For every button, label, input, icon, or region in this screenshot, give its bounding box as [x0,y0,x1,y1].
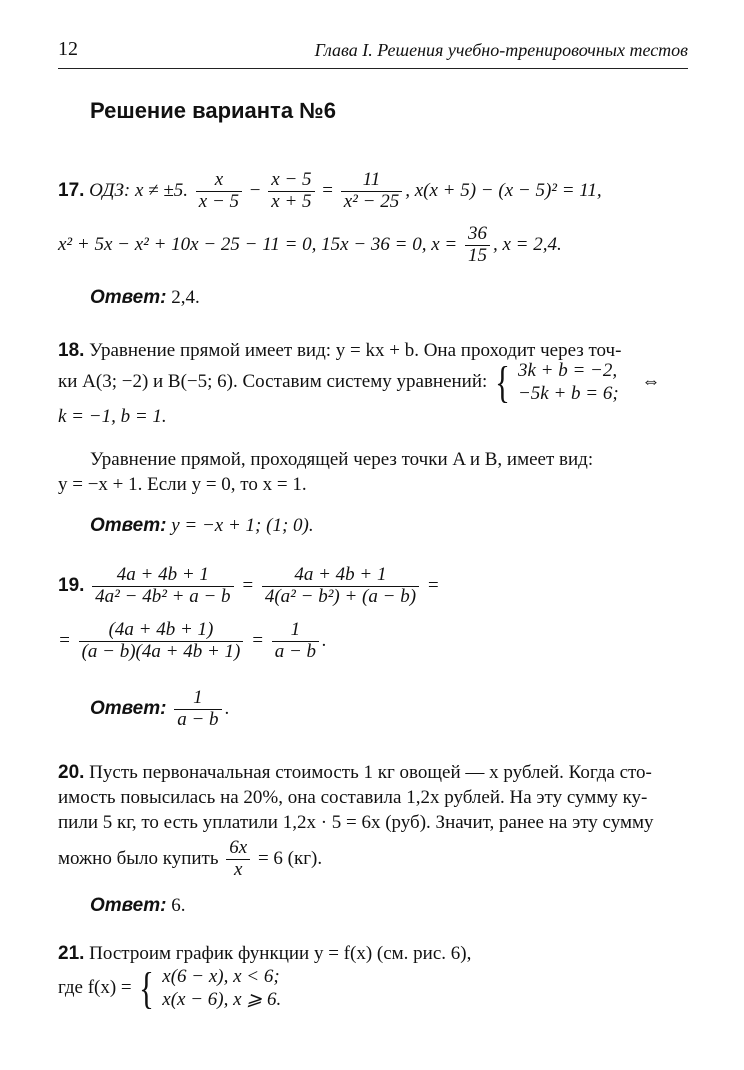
operator: = [58,629,71,651]
answer-label: Ответ: [90,515,167,536]
text-line: Пусть первоначальная стоимость 1 кг овощей — x рублей. Когда сто- [89,762,652,783]
answer-value: y = −x + 1; (1; 0). [171,515,314,536]
iff-symbol: ⇔ [641,371,661,393]
running-header [58,38,688,69]
problem-17-line-2 [58,224,562,267]
problem-19-line-2: = $\frac{(4a + 4b + 1)}{(a - b)(4a + 4b + 1)}$ = $\frac{1}{a - b}$ . [58,619,327,662]
equation-text: x² + 5x − x² + 10x − 25 − 11 = 0, 15x − 36 = 0, x = [58,233,458,255]
problem-18-line-1 [58,340,621,362]
problem-21-line-1 [58,943,471,965]
operator: − [249,179,261,201]
equation-system: 3k + b = −2, −5k + b = 6; [517,360,619,404]
problem-19-line-1 [58,565,440,608]
problem-20-line-2: имость повысилась на 20%, она составила 1,2x рублей. На эту сумму ку- [58,787,648,808]
fraction: $\frac{4a + 4b + 1}{\text{4(a² − b²) + (a − b)}}$ [262,565,419,608]
fraction: $\frac{x - 5}{x + 5}$ [268,170,314,213]
answer-value: 6. [171,895,186,916]
brace: { [139,963,155,1013]
operator: = [322,179,333,201]
problem-18-line-3: k = −1, b = 1. [58,406,167,427]
fraction: $\frac{1}{a - b}$ [272,620,319,663]
fraction: $\frac{(4a + 4b + 1)}{(a - b)(4a + 4b + 1)}$ [79,620,244,663]
answer-label: Ответ: [90,697,167,719]
equation-text: , x = 2,4. [492,233,562,255]
text-line: Уравнение прямой имеет вид: y = kx + b. Она проходит через точ- [89,340,622,361]
fraction: $\frac{x}{x - 5}$ [196,170,242,213]
text-line: ки A(3; −2) и B(−5; 6). Составим систему уравнений: [58,371,488,393]
operator: = [241,574,255,596]
text-line: = 6 (кг). [257,847,323,869]
problem-17-line-1 [58,170,602,213]
odz-text: ОДЗ: x ≠ ±5. [89,179,189,201]
answer-label: Ответ: [90,895,167,916]
problem-18-line-5: y = −x + 1. Если y = 0, то x = 1. [58,474,307,495]
fraction: $\frac{11}{\text{x² − 25}}$ [341,170,402,213]
answer-label: Ответ: [90,287,167,308]
fraction: $\frac{4a + 4b + 1}{\text{4a² − 4b² + a − b}}$ [92,565,233,608]
text-line: Построим график функции y = f(x) (см. рис. 6), [89,943,472,964]
chapter-title: Глава I. Решения учебно-тренировочных тестов [314,40,688,60]
problem-21-line-2 [58,963,282,1013]
problem-18-line-2 [58,357,661,407]
problem-20-line-3: пили 5 кг, то есть уплатили 1,2x · 5 = 6x (руб). Значит, ранее на эту сумму [58,812,654,833]
operator: = [426,574,440,596]
problem-20-line-1 [58,762,652,784]
fraction: $\frac{1}{a - b}$ [174,688,221,731]
page-number: 12 [58,38,78,60]
problem-20-answer [90,895,185,917]
problem-number: 21. [58,943,85,964]
text-line: где f(x) = [58,977,132,999]
piecewise-cases: x(6 − x), x < 6; x(x − 6), x ⩾ 6. [162,966,282,1010]
equation-text: , x(x + 5) − (x − 5)² = 11, [405,179,602,201]
section-title: Решение варианта №6 [90,98,336,123]
brace: { [495,357,511,407]
fraction: $\frac{6x}{x}$ [226,838,250,881]
text-line: можно было купить [58,847,219,869]
answer-value: 2,4. [171,287,200,308]
problem-19-answer: Ответ: $\frac{1}{a - b}$ . [90,687,230,730]
operator: = [251,629,264,651]
problem-20-line-4 [58,838,322,881]
problem-number: 19. [58,574,85,596]
problem-17-answer [90,287,200,309]
problem-18-answer [90,515,314,537]
problem-number: 18. [58,340,85,361]
fraction: $\frac{36}{15}$ [465,224,490,267]
problem-18-line-4: Уравнение прямой, проходящей через точки A и B, имеет вид: [90,449,594,470]
problem-number: 17. [58,179,85,201]
problem-number: 20. [58,762,85,783]
